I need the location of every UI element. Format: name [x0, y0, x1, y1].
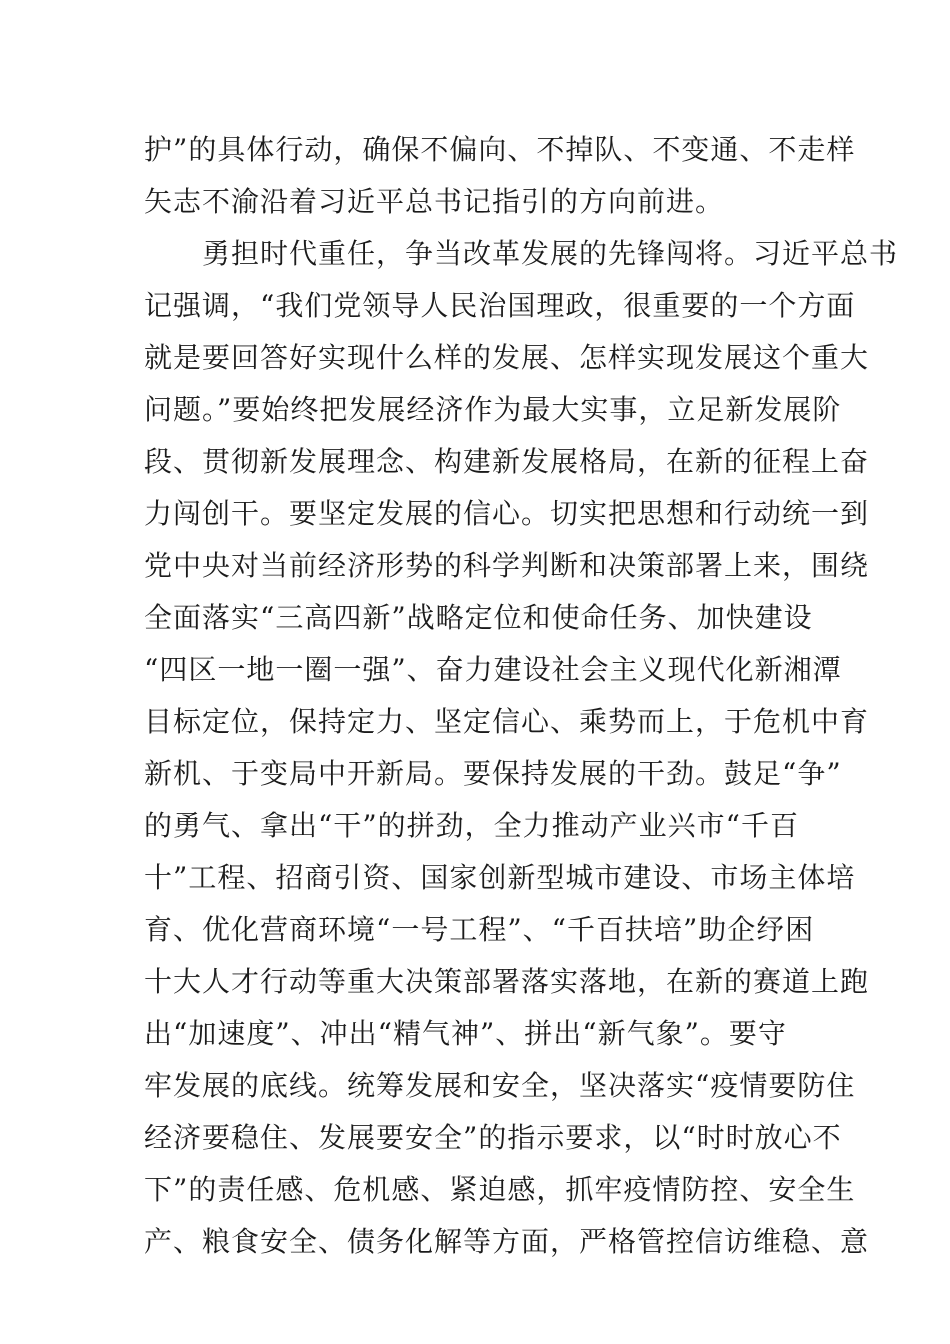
text-line: 的勇气、拿出“干”的拼劲，全力推动产业兴市“千百	[144, 809, 799, 842]
text-line: 育、优化营商环境“一号工程”、“千百扶培”助企纾困	[144, 913, 815, 946]
text-line: 问题。”要始终把发展经济作为最大实事，立足新发展阶	[144, 393, 842, 426]
text-line: 矢志不渝沿着习近平总书记指引的方向前进。	[144, 185, 725, 218]
text-line: 目标定位，保持定力、坚定信心、乘势而上，于危机中育	[144, 705, 870, 738]
text-line: 经济要稳住、发展要安全”的指示要求，以“时时放心不	[144, 1121, 842, 1154]
text-line: 牢发展的底线。统筹发展和安全，坚决落实“疫情要防住	[144, 1069, 856, 1102]
text-line: 出“加速度”、冲出“精气神”、拼出“新气象”。要守	[144, 1017, 787, 1050]
text-line: 十”工程、招商引资、国家创新型城市建设、市场主体培	[144, 861, 856, 894]
text-line: 新机、于变局中开新局。要保持发展的干劲。鼓足“争”	[144, 757, 842, 790]
text-line: “四区一地一圈一强”、奋力建设社会主义现代化新湘潭	[144, 653, 842, 686]
text-line: 全面落实“三高四新”战略定位和使命任务、加快建设	[144, 601, 813, 634]
text-line: 党中央对当前经济形势的科学判断和决策部署上来，围绕	[144, 549, 870, 582]
text-line: 下”的责任感、危机感、紧迫感，抓牢疫情防控、安全生	[144, 1173, 856, 1206]
text-line: 护”的具体行动，确保不偏向、不掉队、不变通、不走样	[144, 133, 856, 166]
text-line: 段、贯彻新发展理念、构建新发展格局，在新的征程上奋	[144, 445, 870, 478]
text-line: 产、粮食安全、债务化解等方面，严格管控信访维稳、意	[144, 1225, 870, 1258]
text-line: 就是要回答好实现什么样的发展、怎样实现发展这个重大	[144, 341, 870, 374]
text-line: 力闯创干。要坚定发展的信心。切实把思想和行动统一到	[144, 497, 870, 530]
body-text	[144, 124, 899, 1268]
text-line: 勇担时代重任，争当改革发展的先锋闯将。习近平总书	[144, 237, 899, 270]
text-line: 十大人才行动等重大决策部署落实落地，在新的赛道上跑	[144, 965, 870, 998]
text-line: 记强调，“我们党领导人民治国理政，很重要的一个方面	[144, 289, 856, 322]
